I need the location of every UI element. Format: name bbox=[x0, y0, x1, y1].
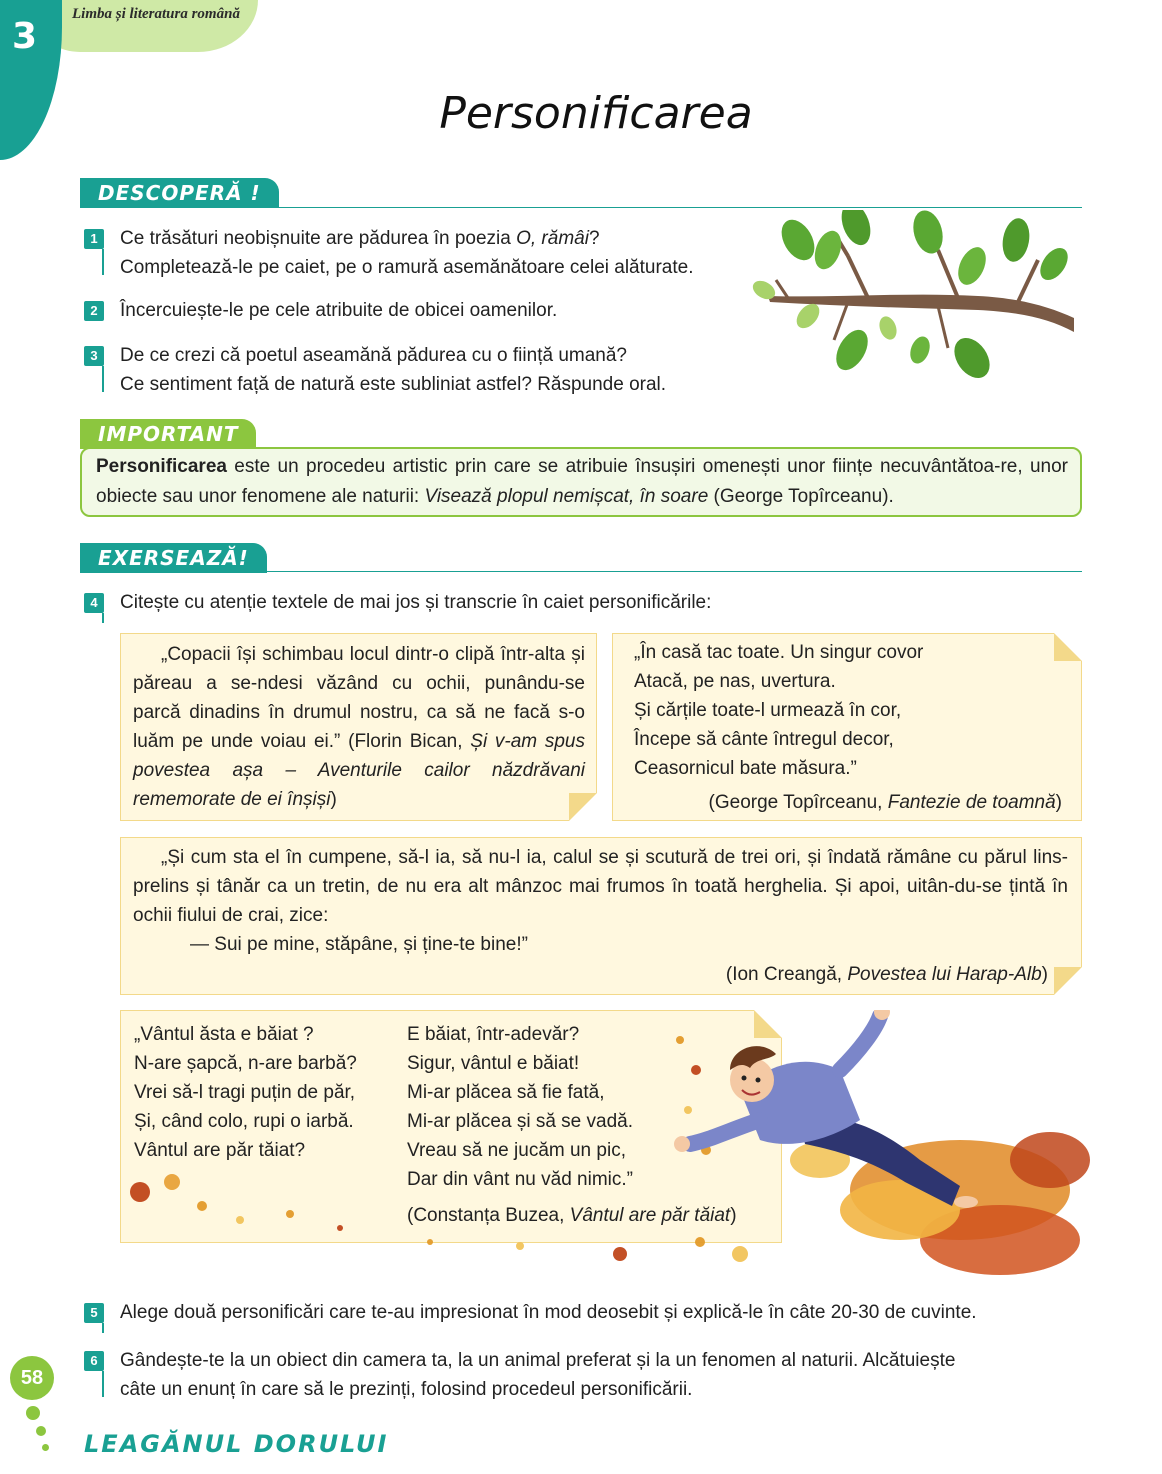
question-number-2: 2 bbox=[84, 301, 104, 321]
verse-line: Sigur, vântul e băiat! bbox=[407, 1053, 580, 1074]
quote-bican-text: „Copacii își schimbau locul dintr-o clipă într-alta și păreau a se-ndesi văzând cu ochii, punându-se parcă dinadins în drumul nostru, ca să ne facă s-o luăm pe unde voiau ei.” (Florin Bican, bbox=[133, 644, 585, 752]
verse-line: E băiat, într-adevăr? bbox=[407, 1024, 580, 1045]
q3-line2: Ce sentiment față de natură este subliniat astfel? Răspunde oral. bbox=[120, 374, 667, 395]
q1-text-line2: Completează-le pe caiet, pe o ramură asemănătoare celei alăturate. bbox=[120, 257, 694, 278]
section-divider bbox=[80, 571, 1082, 572]
page-fold bbox=[1054, 633, 1082, 661]
section-exercise: EXERSEAZĂ! bbox=[80, 543, 267, 573]
example-author: (George Topîrceanu). bbox=[708, 486, 894, 507]
q1-text-a: Ce trăsături neobișnuite are pădurea în poezia bbox=[120, 228, 517, 249]
section-discover: DESCOPERĂ ! bbox=[80, 178, 279, 208]
verse-line: Vreau să ne jucăm un pic, bbox=[407, 1140, 626, 1161]
important-definition bbox=[96, 452, 1068, 512]
source-work: Fantezie de toamnă bbox=[887, 792, 1056, 813]
definition: este un procedeu artistic prin care se atribuie însușiri omenești unor ființe necuvântătoa-re, unor obiecte sau unor fenomene ale naturii: bbox=[96, 456, 1068, 507]
quote-bican-close: ) bbox=[330, 789, 337, 810]
question-number-6: 6 bbox=[84, 1351, 104, 1371]
q3-line1: De ce crezi că poetul aseamănă pădurea cu o ființă umană? bbox=[120, 345, 627, 366]
verse-line: „Vântul ăsta e băiat ? bbox=[134, 1024, 314, 1045]
wind-boy-illustration bbox=[100, 1010, 1100, 1285]
section-divider bbox=[80, 207, 1082, 208]
book-title: LEAGĂNUL DORULUI bbox=[84, 1430, 389, 1458]
verse-line: Mi-ar plăcea să fie fată, bbox=[407, 1082, 605, 1103]
quote-creanga: „Și cum sta el în cumpene, să-l ia, să nu-l ia, calul se și scutură de trei ori, și îndată rămâne cu părul lins-prelins și tânăr ca un tretin, de nu era alt mânzoc mai frumos în toată herghelia. Și apoi, uitân-du-se țintă în ochii fiului de crai, zice: bbox=[133, 847, 1068, 926]
question-number-1: 1 bbox=[84, 229, 104, 249]
question-2: Încercuiește-le pe cele atribuite de obicei oamenilor. bbox=[120, 300, 558, 321]
q1-text-b: ? bbox=[588, 228, 600, 249]
verse-line: Și cărțile toate-l urmează în cor, bbox=[634, 700, 902, 721]
verse-line: „În casă tac toate. Un singur covor bbox=[634, 642, 924, 663]
page-number: 58 bbox=[10, 1356, 54, 1400]
question-1 bbox=[120, 224, 760, 282]
unit-number: 3 bbox=[12, 16, 38, 57]
poem-title: O, rămâi bbox=[516, 228, 589, 249]
section-important: IMPORTANT bbox=[80, 419, 256, 449]
decorative-dot bbox=[42, 1444, 49, 1451]
source-author: (George Topîrceanu, bbox=[708, 792, 888, 813]
verse-line: Și, când colo, rupi o iarbă. bbox=[134, 1111, 354, 1132]
verse-line: N-are șapcă, n-are barbă? bbox=[134, 1053, 357, 1074]
quote-toparceanu-source bbox=[612, 788, 1062, 817]
quote-toparceanu bbox=[634, 638, 923, 783]
verse-line: Mi-ar plăcea și să se vadă. bbox=[407, 1111, 633, 1132]
quote-bican-work: Și v-am spus povestea așa – Aventurile cailor năzdrăvani rememorate de ei înșiși bbox=[133, 731, 586, 810]
source-close: ) bbox=[1041, 964, 1048, 985]
source-author: (Ion Creangă, bbox=[725, 964, 848, 985]
branch-illustration bbox=[748, 210, 1078, 380]
quote-creanga-dialogue: — Sui pe mine, stăpâne, și ține-te bine!” bbox=[190, 934, 528, 955]
page-title: Personificarea bbox=[439, 88, 753, 139]
question-number-4: 4 bbox=[84, 593, 104, 613]
source-author: (Constanța Buzea, bbox=[407, 1205, 570, 1226]
question-number-5: 5 bbox=[84, 1303, 104, 1323]
question-5: Alege două personificări care te-au impresionat în mod deosebit și explică-le în câte 20-30 de cuvinte. bbox=[120, 1302, 977, 1323]
verse-line: Ceasornicul bate măsura.” bbox=[634, 758, 857, 779]
source-close: ) bbox=[1055, 792, 1062, 813]
question-bar bbox=[102, 613, 104, 623]
quote-bican bbox=[133, 640, 585, 814]
verse-line: Atacă, pe nas, uvertura. bbox=[634, 671, 836, 692]
question-bar bbox=[102, 249, 104, 275]
q6-line2: câte un enunț în care să le prezinți, folosind procedeul personificării. bbox=[120, 1379, 693, 1400]
question-3 bbox=[120, 341, 760, 399]
source-work: Vântul are păr tăiat bbox=[569, 1205, 731, 1226]
question-4: Citește cu atenție textele de mai jos și transcrie în caiet personificările: bbox=[120, 592, 712, 613]
question-6 bbox=[120, 1346, 1082, 1404]
verse-line: Vrei să-l tragi puțin de păr, bbox=[134, 1082, 356, 1103]
question-bar bbox=[102, 1371, 104, 1397]
page-fold bbox=[1054, 967, 1082, 995]
decorative-dot bbox=[26, 1406, 40, 1420]
question-bar bbox=[102, 1323, 104, 1333]
question-number-3: 3 bbox=[84, 346, 104, 366]
verse-line: Începe să cânte întregul decor, bbox=[634, 729, 894, 750]
quote-creanga-source bbox=[120, 960, 1048, 989]
verse-line: Vântul are păr tăiat? bbox=[134, 1140, 306, 1161]
verse-line: Dar din vânt nu văd nimic.” bbox=[407, 1169, 633, 1190]
source-work: Povestea lui Harap-Alb bbox=[847, 964, 1042, 985]
decorative-dot bbox=[36, 1426, 46, 1436]
question-bar bbox=[102, 366, 104, 392]
source-close: ) bbox=[730, 1205, 737, 1226]
q6-line1: Gândește-te la un obiect din camera ta, la un animal preferat și la un fenomen al naturii. Alcătuiește bbox=[120, 1350, 956, 1371]
term: Personificarea bbox=[96, 456, 227, 477]
example: Visează plopul nemișcat, în soare bbox=[424, 486, 709, 507]
subject-label: Limba și literatura română bbox=[72, 6, 240, 22]
